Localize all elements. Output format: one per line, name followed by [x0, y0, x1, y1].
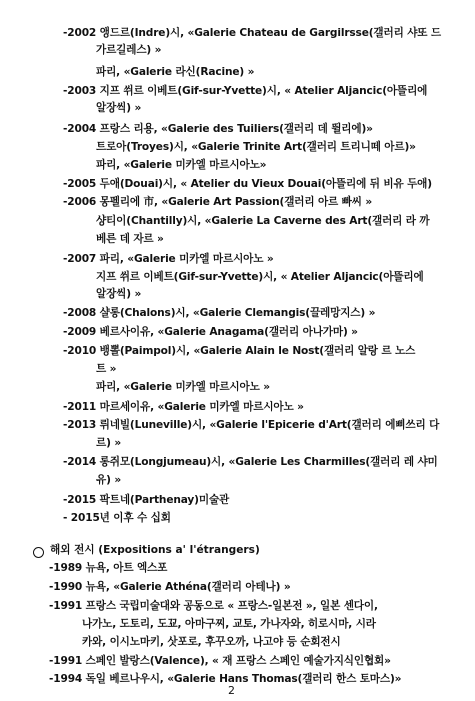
list-item: 샹티이(Chantilly)시, «Galerie La Caverne des Art(갤러리 라 까: [96, 215, 430, 227]
list-item: -1989 뉴욕, 아트 엑스포: [49, 562, 168, 574]
list-item: -1990 뉴욕, «Galerie Athéna(갤러리 아테나) »: [49, 581, 291, 593]
circle-bullet-icon: [33, 547, 44, 558]
list-item: -2004 프랑스 리용, «Galerie des Tuiliers(갤러리 데 뛸리에)»: [63, 123, 373, 135]
list-item: -1991 프랑스 국립미술대와 공동으로 « 프랑스-일본전 », 일본 센다이,: [49, 600, 378, 612]
list-item: 파리, «Galerie 미카엘 마르시아노»: [96, 159, 267, 171]
list-item: 르) »: [96, 437, 122, 449]
list-item: 파리, «Galerie 미카엘 마르시아노 »: [96, 381, 270, 393]
list-item: -2002 앵드르(Indre)시, «Galerie Chateau de Gargilrsse(갤러리 샤또 드: [63, 27, 442, 39]
page-number: 2: [228, 684, 235, 697]
list-item: 알장씩) »: [96, 288, 142, 300]
list-item: -1994 독일 베르나우시, «Galerie Hans Thomas(갤러리 한스 토마스)»: [49, 673, 402, 685]
section-heading: 해외 전시 (Expositions a' l'étrangers): [50, 544, 260, 556]
list-item: -1991 스페인 발랑스(Valence), « 재 프랑스 스페인 예술가지식인협회»: [49, 655, 391, 667]
list-item: 파리, «Galerie 라신(Racine) »: [96, 66, 255, 78]
list-item: 베른 데 자르 »: [96, 233, 164, 245]
list-item: 유) »: [96, 474, 122, 486]
list-item: 카와, 이시노마키, 삿포로, 후꾸오까, 나고야 등 순회전시: [82, 636, 341, 648]
list-item: 나가노, 도토리, 도꾜, 아마구찌, 교토, 가나자와, 히로시마, 시라: [82, 618, 376, 630]
list-item: -2011 마르세이유, «Galerie 미카엘 마르시아노 »: [63, 401, 304, 413]
list-item: 트 »: [96, 363, 117, 375]
list-item: - 2015년 이후 수 십회: [63, 512, 171, 524]
list-item: -2008 샬롱(Chalons)시, «Galerie Clemangis(끌레망지스) »: [63, 307, 376, 319]
list-item: -2009 베르사이유, «Galerie Anagama(갤러리 아나가마) »: [63, 326, 358, 338]
list-item: -2010 뱅뽈(Paimpol)시, «Galerie Alain le Nost(갤러리 알랑 르 노스: [63, 345, 416, 357]
list-item: -2015 팍트네(Parthenay)미술관: [63, 494, 230, 506]
list-item: -2007 파리, «Galerie 미카엘 마르시아노 »: [63, 253, 274, 265]
list-item: -2006 몽펠리에 市, «Galerie Art Passion(갤러리 아르 빠씨 »: [63, 196, 373, 208]
list-item: 알장씩) »: [96, 102, 142, 114]
list-item: -2014 롱쥐모(Longjumeau)시, «Galerie Les Charmilles(갤러리 레 샤미: [63, 456, 438, 468]
list-item: 트로아(Troyes)시, «Galerie Trinite Art(갤러리 트리니떼 아르)»: [96, 141, 416, 153]
list-item: -2003 지프 쒸르 이베트(Gif-sur-Yvette)시, « Atelier Aljancic(아뜰리에: [63, 85, 428, 97]
list-item: 지프 쒸르 이베트(Gif-sur-Yvette)시, « Atelier Aljancic(아뜰리에: [96, 271, 424, 283]
list-item: -2005 두애(Douai)시, « Atelier du Vieux Douai(아뜰리에 뒤 비유 두애): [63, 178, 432, 190]
list-item: 가르길레스) »: [96, 44, 162, 56]
list-item: -2013 뤼네빌(Luneville)시, «Galerie l'Epicerie d'Art(갤러리 에삐쓰리 다: [63, 419, 440, 431]
